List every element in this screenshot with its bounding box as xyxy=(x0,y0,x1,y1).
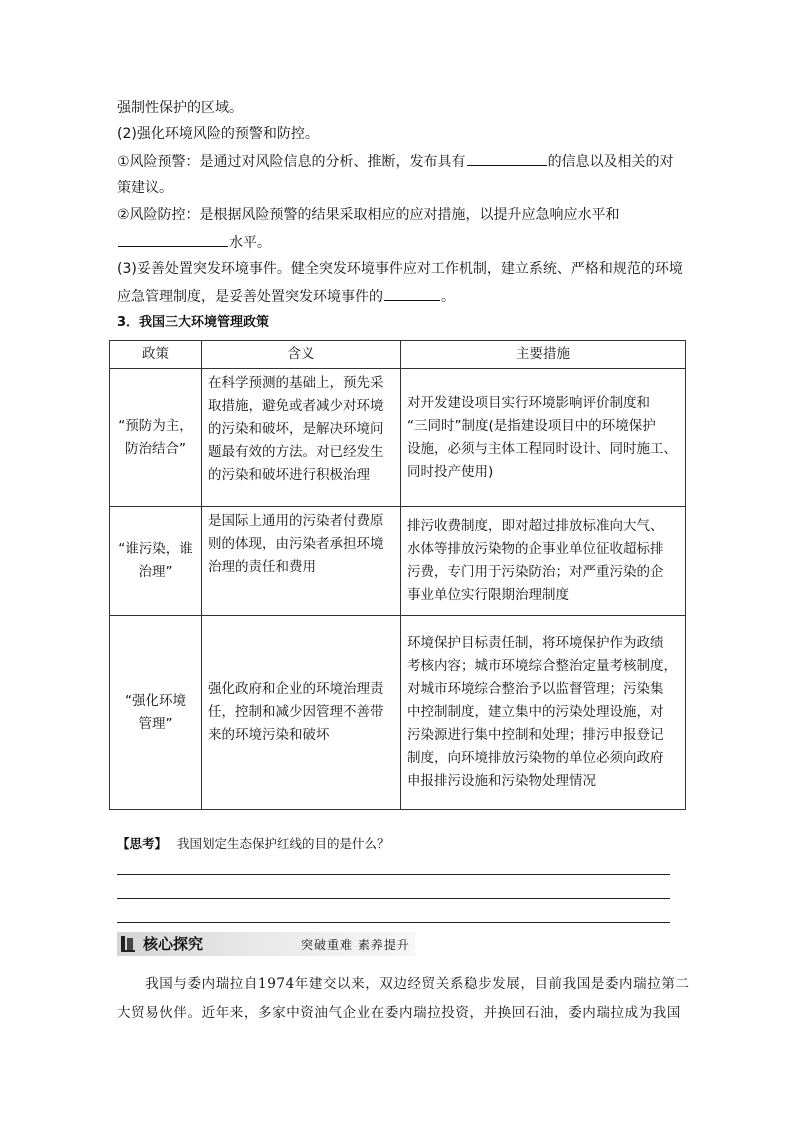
table-row xyxy=(110,507,686,616)
text-line: ②风险防控：是根据风险预警的结果采取相应的应对措施，以提升应急响应水平和 xyxy=(117,207,620,223)
answer-line[interactable] xyxy=(117,898,670,899)
table-row xyxy=(110,369,686,507)
think-question-text: 我国划定生态保护红线的目的是什么？ xyxy=(177,836,390,851)
policy-measures: 环境保护目标责任制，将环境保护作为政绩 考核内容；城市环境综合整治定量考核制度， 对城市环境综合整治予以监督管理；污染集 中控制制度，建立集中的污染处理设施，对 污染源进行集中控制和处理；排污申报登记 制度，向环境排放污染物的单位必须向政府 申报排污设施和污染物处理情况 xyxy=(401,616,686,810)
text-line: 强制性保护的区域。 xyxy=(117,100,243,116)
section-heading: 3．我国三大环境管理政策 xyxy=(117,315,270,330)
policy-meaning: 在科学预测的基础上，预先采 取措施，避免或者减少对环境 的污染和破坏，是解决环境问 题最有效的方法。对已经发生 的污染和破坏进行积极治理 xyxy=(202,369,401,507)
think-question xyxy=(117,834,390,852)
paragraph-line: 大贸易伙伴。近年来，多家中资油气企业在委内瑞拉投资，并换回石油，委内瑞拉成为我国 xyxy=(117,1005,681,1021)
table-header-row xyxy=(110,341,686,369)
text-line: 应急管理制度，是妥善处置突发环境事件的 。 xyxy=(117,286,687,307)
text-line: 策建议。 xyxy=(117,180,173,196)
paragraph-line: 我国与委内瑞拉自1974年建交以来，双边经贸关系稳步发展，目前我国是委内瑞拉第二 xyxy=(117,976,690,992)
policy-measures: 对开发建设项目实行环境影响评价制度和 “三同时”制度(是指建设项目中的环境保护 设施，必须与主体工程同时设计、同时施工、 同时投产使用) xyxy=(401,369,686,507)
think-tag: 【思考】 xyxy=(117,836,168,851)
fill-blank[interactable] xyxy=(467,151,547,166)
policy-name: “强化环境 管理” xyxy=(110,616,202,810)
policy-name: “谁污染，谁 治理” xyxy=(110,507,202,616)
book-icon xyxy=(121,936,137,952)
policy-meaning: 是国际上通用的污染者付费原 则的体现，由污染者承担环境 治理的责任和费用 xyxy=(202,507,401,616)
policy-table xyxy=(109,340,686,810)
header-measures: 主要措施 xyxy=(401,341,686,369)
text-line: (2)强化环境风险的预警和防控。 xyxy=(117,126,319,142)
policy-measures: 排污收费制度，即对超过排放标准向大气、 水体等排放污染物的企事业单位征收超标排 污费，专门用于污染防治；对严重污染的企 事业单位实行限期治理制度 xyxy=(401,507,686,616)
header-policy: 政策 xyxy=(110,341,202,369)
table-row xyxy=(110,616,686,810)
section-subtitle: 突破重难 素养提升 xyxy=(301,938,410,952)
fill-blank[interactable] xyxy=(384,286,440,301)
section-banner xyxy=(117,932,415,956)
fill-blank[interactable] xyxy=(118,232,228,247)
text-line: 水平。 xyxy=(117,232,687,253)
text-line: ①风险预警：是通过对风险信息的分析、推断，发布具有 的信息以及相关的对 xyxy=(117,151,687,172)
answer-line[interactable] xyxy=(117,874,670,875)
policy-name: “预防为主， 防治结合” xyxy=(110,369,202,507)
section-title: 核心探究 xyxy=(143,935,204,953)
text-line: (3)妥善处置突发环境事件。健全突发环境事件应对工作机制，建立系统、严格和规范的环境 xyxy=(117,261,683,277)
policy-meaning: 强化政府和企业的环境治理责 任，控制和减少因管理不善带 来的环境污染和破坏 xyxy=(202,616,401,810)
answer-line[interactable] xyxy=(117,922,670,923)
header-meaning: 含义 xyxy=(202,341,401,369)
